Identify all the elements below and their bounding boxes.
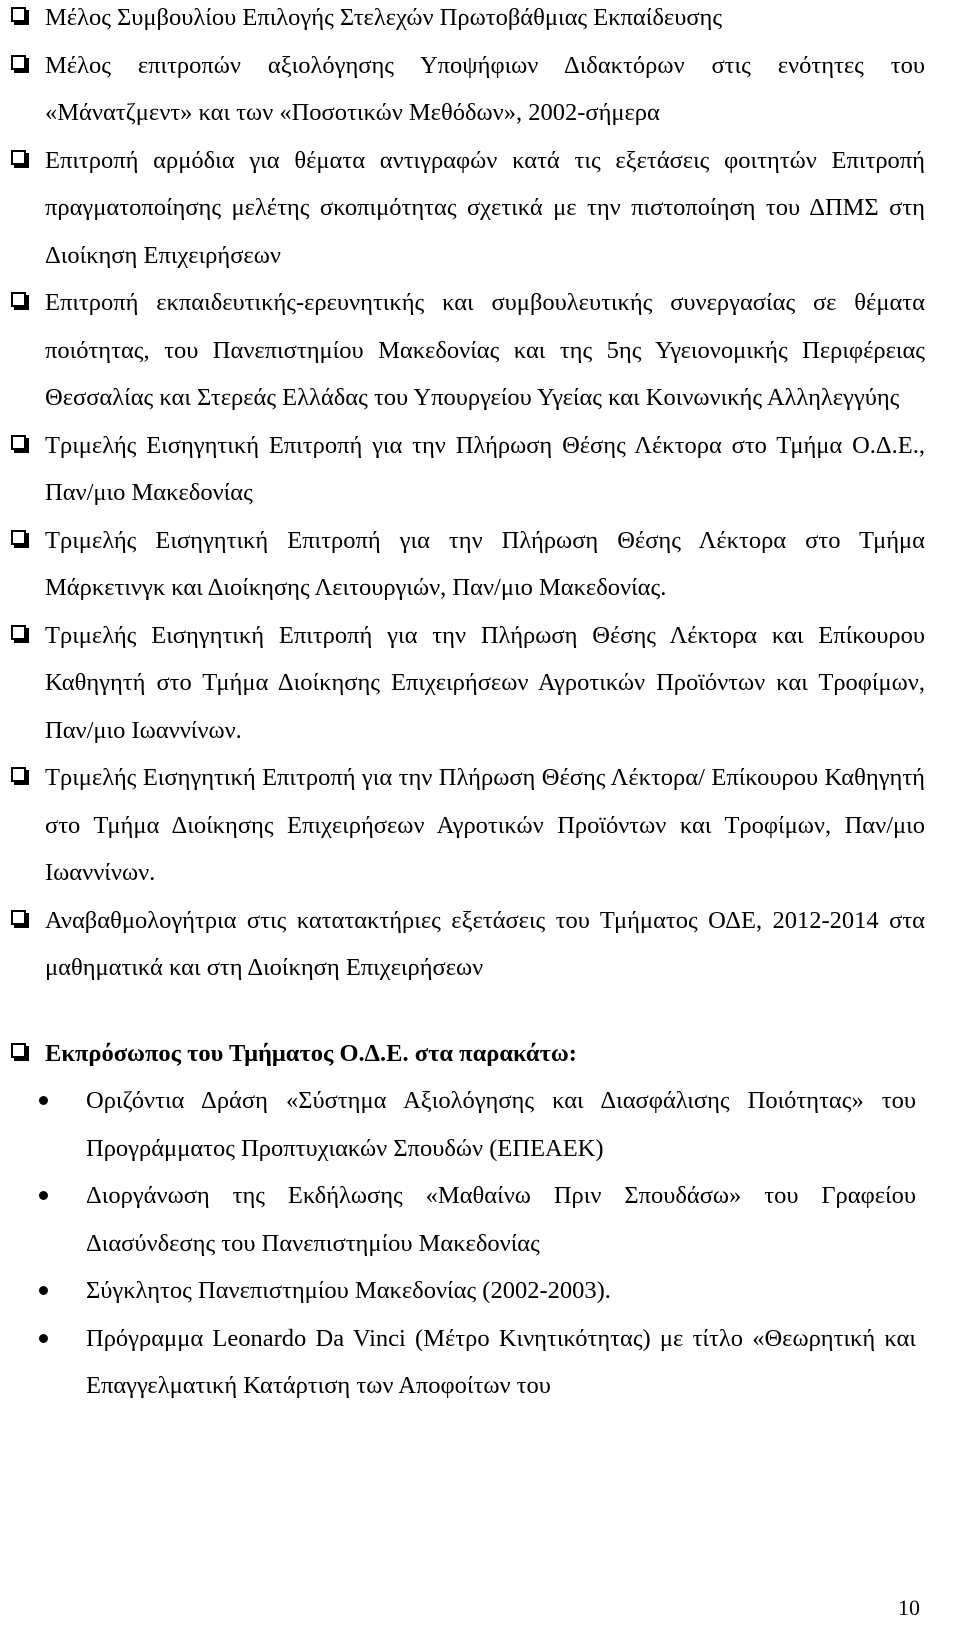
checkbox-bullet-icon [11, 625, 26, 640]
section-heading-text: Εκπρόσωπος του Τμήματος Ο.Δ.Ε. στα παρακάτω: [45, 1039, 577, 1067]
sub-list-item-text: Διοργάνωση της Εκδήλωσης «Μαθαίνω Πριν Σπουδάσω» του Γραφείου Διασύνδεσης του Πανεπιστημίου Μακεδονίας [86, 1182, 916, 1257]
list-item-text: Τριμελής Εισηγητική Επιτροπή για την Πλήρωση Θέσης Λέκτορα/ Επίκουρου Καθηγητή στο Τμήμα Διοίκησης Επιχειρήσεων Αγροτικών Προϊόντων και Τροφίμων, Παν/μιο Ιωαννίνων. [45, 764, 925, 886]
checkbox-bullet-icon [11, 910, 26, 925]
list-item-text: Τριμελής Εισηγητική Επιτροπή για την Πλήρωση Θέσης Λέκτορα στο Τμήμα Ο.Δ.Ε., Παν/μιο Μακεδονίας [45, 431, 925, 506]
list-item-text: Αναβαθμολογήτρια στις κατατακτήριες εξετάσεις του Τμήματος ΟΔΕ, 2012-2014 στα μαθηματικά και στη Διοίκηση Επιχειρήσεων [45, 906, 925, 981]
list-item-text: Επιτροπή εκπαιδευτικής-ερευνητικής και συμβουλευτικής συνεργασίας σε θέματα ποιότητας, του Πανεπιστημίου Μακεδονίας και της 5ης Υγειονομικής Περιφέρειας Θεσσαλίας και Στερεάς Ελλάδας του Υπουργείου Υγείας και Κοινωνικής Αλληλεγγύης [45, 289, 925, 411]
checkbox-bullet-icon [11, 55, 26, 70]
list-item [45, 0, 925, 42]
list-item [45, 279, 925, 422]
list-item-text: Τριμελής Εισηγητική Επιτροπή για την Πλήρωση Θέσης Λέκτορα και Επίκουρου Καθηγητή στο Τμήμα Διοίκησης Επιχειρήσεων Αγροτικών Προϊόντων και Τροφίμων, Παν/μιο Ιωαννίνων. [45, 621, 925, 744]
checkbox-bullet-icon [11, 7, 26, 22]
checkbox-bullet-icon [11, 292, 26, 307]
list-item-text: Επιτροπή αρμόδια για θέματα αντιγραφών κατά τις εξετάσεις φοιτητών Επιτροπή πραγματοποίησης μελέτης σκοπιμότητας σχετικά με την πιστοποίηση του ΔΠΜΣ στη Διοίκηση Επιχειρήσεων [45, 146, 925, 269]
sub-list-item [86, 1077, 916, 1172]
list-item [45, 612, 925, 755]
list-item [45, 517, 925, 612]
sub-list-item-text: Πρόγραμμα Leonardo Da Vinci (Μέτρο Κινητικότητας) με τίτλο «Θεωρητική και Επαγγελματική Κατάρτιση των Αποφοίτων του [86, 1324, 916, 1399]
checkbox-bullet-icon [11, 767, 26, 782]
checkbox-bullet-icon [11, 150, 26, 165]
list-item [45, 754, 925, 897]
checkbox-bullet-icon [11, 530, 26, 545]
page-number: 10 [898, 1595, 920, 1620]
bullet-dot-icon [39, 1096, 48, 1105]
bullet-dot-icon [39, 1191, 48, 1200]
sub-list-item-text: Οριζόντια Δράση «Σύστημα Αξιολόγησης και Διασφάλισης Ποιότητας» του Προγράμματος Προπτυχιακών Σπουδών (ΕΠΕΑΕΚ) [86, 1087, 916, 1162]
bullet-dot-icon [39, 1334, 48, 1343]
list-item [45, 137, 925, 280]
list-item-text: Μέλος επιτροπών αξιολόγησης Υποψήφιων Διδακτόρων στις ενότητες του «Μάνατζμεντ» και των «Ποσοτικών Μεθόδων», 2002-σήμερα [45, 51, 925, 126]
list-item [45, 42, 925, 137]
list-item [45, 897, 925, 992]
sub-list-item [86, 1172, 916, 1267]
sub-list-item-text: Σύγκλητος Πανεπιστημίου Μακεδονίας (2002-2003). [86, 1277, 611, 1304]
bullet-dot-icon [39, 1286, 48, 1295]
sub-list-item [86, 1267, 916, 1315]
checkbox-bullet-icon [11, 435, 26, 450]
sub-list-item [86, 1315, 916, 1410]
section-heading [45, 1030, 925, 1078]
list-item-text: Τριμελής Εισηγητική Επιτροπή για την Πλήρωση Θέσης Λέκτορα στο Τμήμα Μάρκετινγκ και Διοίκησης Λειτουργιών, Παν/μιο Μακεδονίας. [45, 526, 925, 601]
checkbox-bullet-icon [11, 1043, 26, 1058]
list-item-text: Μέλος Συμβουλίου Επιλογής Στελεχών Πρωτοβάθμιας Εκπαίδευσης [45, 4, 723, 31]
list-item [45, 422, 925, 517]
